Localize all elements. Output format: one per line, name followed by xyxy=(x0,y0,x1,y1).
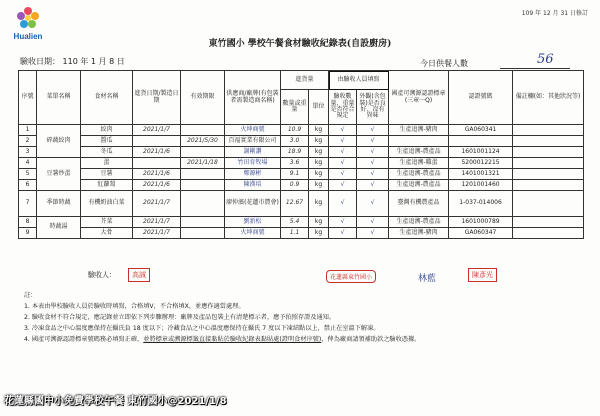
inspection-table xyxy=(18,70,584,239)
note-item: 3. 冷凍食品之中心溫度應保持在攝氏負 18 度以下；冷藏食品之中心溫度應保持在攝氏 7 度以下凍結點以上，禁止在室溫下解凍。 xyxy=(24,325,380,332)
col-expiry: 有效期限 xyxy=(181,71,225,125)
col-check-qty: 驗收數量，重量是否符合規定 xyxy=(329,90,357,125)
table-row: 8 時蔬湯 芥菜 2021/1/7 劉新松 5.4 kg √ √ 生產追溯-農產品 1601000789 xyxy=(19,217,584,228)
check-mark: √ xyxy=(329,136,357,147)
check-mark: √ xyxy=(329,125,357,136)
col-purchase-date: 進貨日期/製造日期 xyxy=(133,71,181,125)
col-receipt: 進貨量 xyxy=(281,71,329,90)
col-qty: 數量或重量 xyxy=(281,90,309,125)
dish-name: 豆薯炒蛋 xyxy=(37,158,81,191)
dish-name: 季節時蔬 xyxy=(37,191,81,217)
footer-caption: 花蓮縣國中小免費學校午餐 東竹國小@2021/1/8 xyxy=(4,396,227,407)
check-mark: √ xyxy=(357,217,389,228)
table-row: 5 豆薯 2021/1/6 鄭源彬 9.1 kg √ √ 生產追溯-農產品 1401001321 xyxy=(19,169,584,180)
note-item: 2. 驗收食材不符合規定，應記錄並立即依下列步驟辦理：廠牌及產品包裝上有清楚標示者，應予拍照存證及通知。 xyxy=(24,314,336,321)
page-title: 東竹國小 學校午餐食材驗收紀錄表(自設廚房) xyxy=(208,39,392,49)
handwritten-signature: 林藍 xyxy=(418,274,437,284)
notes-section xyxy=(24,290,584,345)
dish-name: 時蔬湯 xyxy=(37,217,81,239)
col-team: 由驗收人員填寫 xyxy=(329,71,389,90)
notes-title: 註： xyxy=(24,292,37,299)
receiver-stamp: 高誠 xyxy=(128,268,150,282)
inspection-date: 驗收日期： 110 年 1 月 8 日 xyxy=(20,57,125,66)
school-stamp: 花蓮縣東竹國小 xyxy=(326,270,376,283)
col-dish: 菜單名稱 xyxy=(37,71,81,125)
check-mark: √ xyxy=(329,180,357,191)
table-row: 4 豆薯炒蛋 蛋 2021/1/18 竹田育牧場 3.6 kg √ √ 生產追溯-雞蛋 5200012215 xyxy=(19,158,584,169)
revision-date: 109 年 12 月 31 日修訂 xyxy=(521,10,588,17)
note-item: 1. 本表由學校驗收人員於驗收時填寫，合格填V，不合格填X，並應作適當處理。 xyxy=(24,303,245,310)
col-seq: 序號 xyxy=(19,71,37,125)
col-origin: 國產可溯源認證標章(三章一Q) xyxy=(389,71,449,125)
col-check-look: 外觀(含包裝)是否良好、沒有異味 xyxy=(357,90,389,125)
check-mark: √ xyxy=(357,158,389,169)
signature-row xyxy=(18,268,583,286)
col-ingredient: 食材名稱 xyxy=(81,71,133,125)
table-row: 3 冬瓜 2021/1/6 謝剛讚 18.9 kg √ √ 生產追溯-農產品 1601001124 xyxy=(19,147,584,158)
principal-stamp: 陳彥光 xyxy=(468,268,497,282)
check-mark: √ xyxy=(357,147,389,158)
check-mark: √ xyxy=(329,147,357,158)
col-supplier: 供應商/廠牌(有包裝者需製造商名稱) xyxy=(225,71,281,125)
col-remark: 備註欄(如：其他狀況等) xyxy=(513,71,584,125)
flower-logo-icon xyxy=(16,6,40,30)
check-mark: √ xyxy=(357,191,389,217)
meal-count-value: 56 xyxy=(537,52,554,67)
meal-count-label: 今日供餐人數 xyxy=(420,59,468,68)
receiver-label: 驗收人： xyxy=(88,271,116,279)
col-cert: 認證號碼 xyxy=(449,71,513,125)
table-row: 2 醬瓜 2021/5/30 百福實業有限公司 3.0 kg √ √ xyxy=(19,136,584,147)
logo-text: Hualien xyxy=(13,32,43,41)
meal-count-underline xyxy=(500,68,570,69)
check-mark: √ xyxy=(357,180,389,191)
col-unit: 單位 xyxy=(309,90,329,125)
check-mark: √ xyxy=(329,158,357,169)
table-row: 7 季節時蔬 有機奶油白菜 2021/1/7 廖仲濱(花蓮市農會) 12.67 kg √ √ 臺灣有機農產品 1-037-014006 xyxy=(19,191,584,217)
table-row: 6 紅蘿蔔 2021/1/6 陳漢培 0.9 kg √ √ 生產追溯-農產品 1201001460 xyxy=(19,180,584,191)
check-mark: √ xyxy=(329,191,357,217)
check-mark: √ xyxy=(329,169,357,180)
check-mark: √ xyxy=(357,136,389,147)
dish-name: 碎蔬絞肉 xyxy=(37,125,81,158)
check-mark: √ xyxy=(329,217,357,228)
table-row: 1 碎蔬絞肉 絞肉 2021/1/7 火坤商號 10.9 kg √ √ 生產追溯-豬肉 GA060341 xyxy=(19,125,584,136)
check-mark: √ xyxy=(357,169,389,180)
note-item-last: 4. 國產可溯源認證標章號碼務必填寫正確，並將標章或溯源標籤直接黏貼於驗收紀錄表黏貼處(證明食材序號)，俾為廠商請領補助款之驗收憑據。 xyxy=(24,336,421,343)
table-row: 9 大骨 2021/1/7 火坤商號 1.1 kg √ √ 生產追溯-豬肉 GA060347 xyxy=(19,228,584,239)
check-mark: √ xyxy=(329,228,357,239)
check-mark: √ xyxy=(357,228,389,239)
check-mark: √ xyxy=(357,125,389,136)
